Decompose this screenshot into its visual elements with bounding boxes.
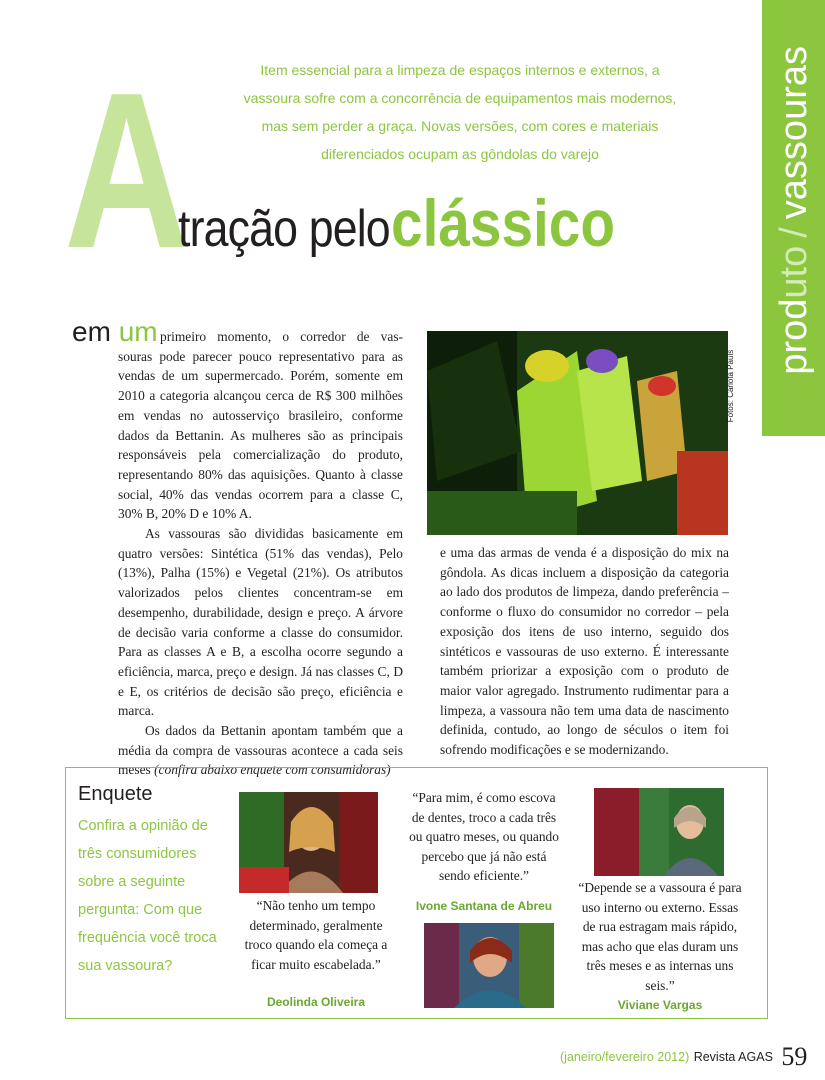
intro-line: diferenciados ocupam as gôndolas do varejo [321, 146, 599, 162]
article-paragraph: Os dados da Bettanin apontam também que a média da compra de vassouras acontece a cada seis meses (confira abaixo enquete com consumidoras) [118, 723, 403, 778]
intro-line: mas sem perder a graça. Novas versões, com cores e materiais [261, 118, 659, 134]
section-word-produto-b: uto [772, 245, 815, 299]
portrait-photo-viviane [594, 788, 724, 876]
portrait-photo-deolinda [239, 792, 378, 893]
article-column-right [440, 543, 729, 760]
section-separator: / [772, 227, 815, 238]
survey-title: Enquete [78, 783, 153, 805]
section-tab-label [762, 0, 825, 436]
lead-word-em: em [72, 316, 111, 347]
photo-credit: Fotos: Carlota Pauls [726, 349, 735, 423]
article-paragraph: souras pode parecer pouco representativo para as vendas de um supermercado. Porém, somente em 2010 a categoria alcançou cerca de R$ 300 milhões em vendas no autosserviço brasileiro, conforme dados da Bettanin. As mulheres são as principais responsáveis pela comercialização do produto, representando 80% das aquisições. Quanto à classe social, 40% das vendas ocorrem para a classe C, 30% B, 20% D e 10% A. [118, 348, 403, 522]
title-part1: tração pelo [178, 200, 390, 258]
footer-issue: (janeiro/fevereiro 2012) [560, 1050, 690, 1064]
article-first-line: primeiro momento, o corredor de vas- [160, 329, 403, 344]
section-word-vassouras: vassouras [772, 46, 815, 220]
survey-respondent-name: Ivone Santana de Abreu [415, 899, 553, 913]
article-italic-note: (confira abaixo enquete com consumidoras) [154, 762, 391, 778]
article-column-left [118, 327, 403, 780]
title-initial: A [64, 47, 190, 295]
survey-respondent-name: Deolinda Oliveira [266, 995, 366, 1009]
page-title [178, 186, 689, 260]
article-paragraph: As vassouras são divididas basicamente em quatro versões: Sintética (51% das vendas), Pelo (13%), Palha (15%) e Vegetal (21%). Os atributos valorizados pelos clientes concentram-se em desempenho, durabilidade, design e preço. A árvore de decisão varia conforme a classe do consumidor. Para as classes A e B, a escolha ocorre segundo a eficiência, marca, preço e design. Já nas classes C, D e E, os critérios de decisão são preço, eficiência e marca. [118, 526, 403, 719]
page-footer [560, 1038, 808, 1071]
brooms-photo [427, 331, 728, 535]
lead-word-um: um [118, 316, 158, 347]
article-paragraph: e uma das armas de venda é a disposição do mix na gôndola. As dicas incluem a disposição da categoria ao lado dos produtos de limpeza, dando preferência – conforme o fluxo do consumidor no corredor – pela exposição dos itens de uso interno, seguido dos sintéticos e vassouras de uso externo. É interessante também priorizar a exposição com o produto de maior valor agregado. Instrumento rudimentar para a limpeza, a vassoura não tem uma data de nascimento definida, contudo, ao longo de séculos o item foi sofrendo modificações e se modernizando. [440, 545, 729, 758]
section-tab [762, 0, 825, 436]
survey-quote: “Não tenho um tempo determinado, geralmente troco quando ela começa a ficar muito escabelada.” [244, 898, 388, 972]
footer-magazine: Revista AGAS [693, 1050, 773, 1064]
survey-respondent-name: Viviane Vargas [617, 998, 703, 1012]
intro-line: Item essencial para a limpeza de espaços internos e externos, a [260, 62, 660, 78]
page-number: 59 [781, 1042, 808, 1071]
survey-quote: “Depende se a vassoura é para uso interno ou externo. Essas de rua estragam mais rápido, mas acho que elas duram uns três meses e as internas uns seis.” [578, 880, 742, 993]
portrait-photo-ivone [424, 923, 554, 1008]
intro-line: vassoura sofre com a concorrência de equipamentos mais modernos, [243, 90, 677, 106]
section-word-produto-a: prod [772, 298, 815, 375]
survey-question: Confira a opinião de três consumidores sobre a seguinte pergunta: Com que frequência você troca sua vassoura? [78, 818, 217, 974]
survey-quote: “Para mim, é como escova de dentes, troco a cada três ou quatro meses, ou quando percebo que já não está sendo eficiente.” [409, 790, 559, 883]
intro-text [220, 56, 700, 168]
title-part2: clássico [390, 186, 615, 260]
